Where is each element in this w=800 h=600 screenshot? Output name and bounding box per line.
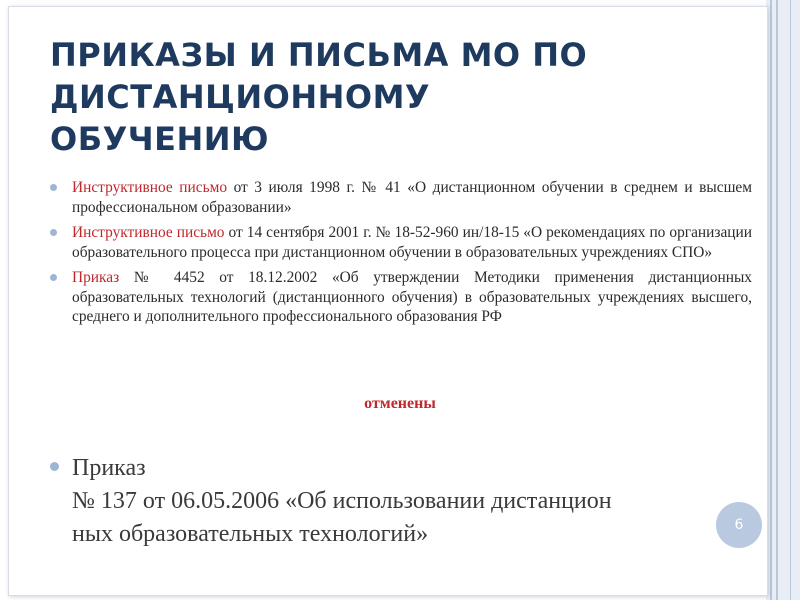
list-item: [50, 178, 752, 217]
document-type: Инструктивное письмо: [72, 224, 225, 241]
slide-title: [50, 34, 710, 160]
document-type: Приказ: [72, 269, 120, 286]
bullet-icon: [50, 462, 59, 471]
cancelled-status: отменены: [364, 395, 436, 412]
current-order-line: Приказ: [72, 455, 146, 481]
bullet-icon: [50, 184, 57, 191]
edge-line: [776, 0, 778, 600]
edge-line: [790, 0, 791, 600]
title-line: ПРИКАЗЫ И ПИСЬМА МО ПО: [50, 36, 588, 74]
title-line: ДИСТАНЦИОННОМУ: [50, 78, 431, 116]
document-type: Инструктивное письмо: [72, 179, 228, 196]
title-line: ОБУЧЕНИЮ: [50, 120, 270, 158]
page-number-badge: 6: [716, 502, 762, 548]
document-details: от 3 июля 1998 г. № 41 «О дистанционном обучении в среднем и высшем профессиональном образовании»: [72, 179, 752, 216]
current-order-line: ных образовательных технологий»: [72, 521, 429, 547]
bullet-icon: [50, 229, 57, 236]
current-order-line: № 137 от 06.05.2006 «Об использовании дистанцион: [72, 488, 612, 514]
list-item: [50, 268, 752, 327]
list-item: [50, 223, 752, 262]
current-order: [50, 452, 772, 551]
document-details: № 4452 от 18.12.2002 «Об утверждении Методики применения дистанционных образовательных технологий (дистанционного обучения) в образовательных учреждениях высшего, среднего и дополнительного профессионального образования РФ: [72, 269, 752, 325]
documents-list: [50, 178, 752, 333]
bullet-icon: [50, 274, 57, 281]
document-details: от 14 сентября 2001 г. № 18-52-960 ин/18-15 «О рекомендациях по организации образовательного процесса при дистанционном обучении в образовательных учреждениях СПО»: [72, 224, 753, 261]
